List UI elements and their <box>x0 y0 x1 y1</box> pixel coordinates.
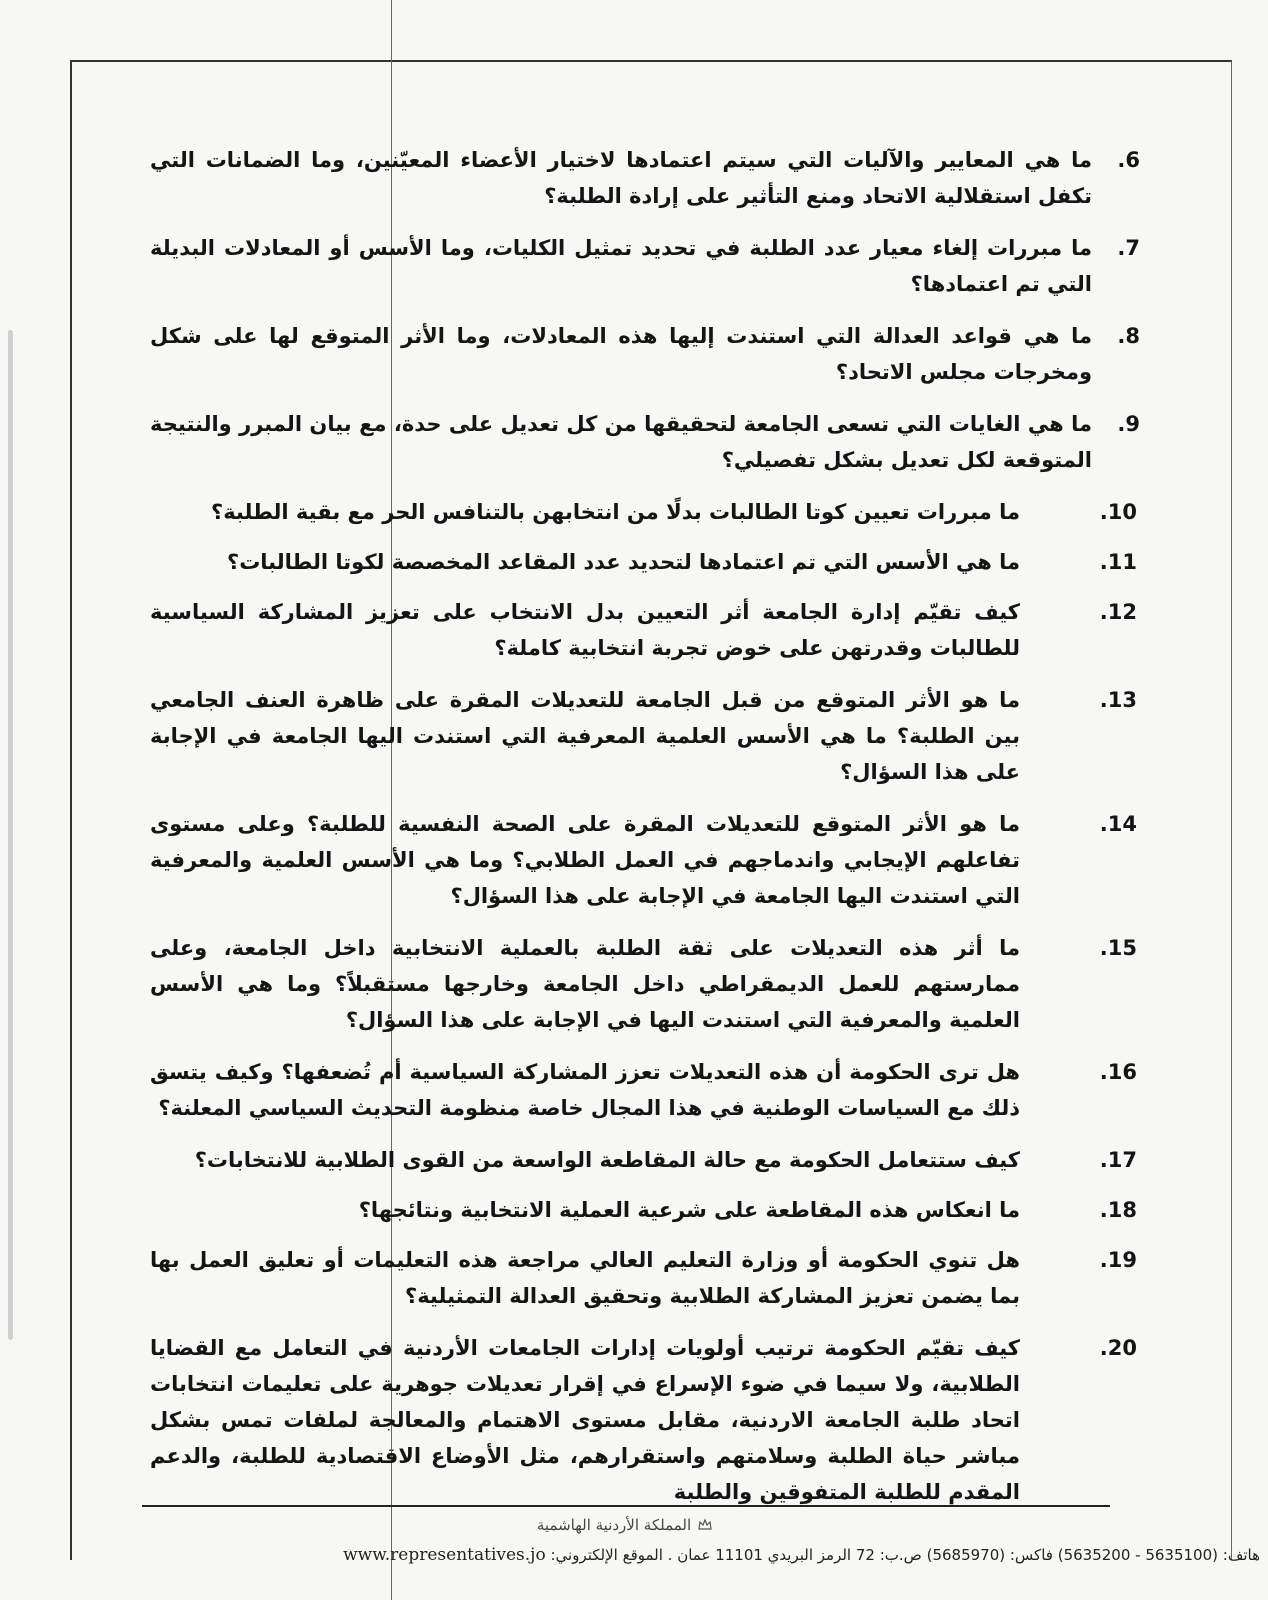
question-text: كيف تقيّم الحكومة ترتيب أولويات إدارات الجامعات الأردنية في التعامل مع القضايا الطلابية، ولا سيما في ضوء الإسراع في إقرار تعديلات جوهرية على تعليمات انتخابات اتحاد طلبة الجامعة الاردنية، مقابل مستوى الاهتمام والمعالجة لملفات تمس بشكل مباشر حياة الطلبة وسلامتهم واستقرارهم، مثل الأوضاع الاقتصادية للطلبة، والدعم المقدم للطلبة المتفوقين والطلبة <box>150 1336 1020 1504</box>
question-number: .19 <box>1099 1248 1137 1272</box>
question-number: .13 <box>1099 688 1137 712</box>
question-18 <box>150 1192 1137 1228</box>
scroll-indicator[interactable] <box>8 330 13 1340</box>
question-13 <box>150 682 1137 790</box>
question-number: .9 <box>1117 412 1140 436</box>
question-number: .6 <box>1117 148 1140 172</box>
question-number: .7 <box>1117 236 1140 260</box>
question-number: .8 <box>1117 324 1140 348</box>
question-text: كيف ستتعامل الحكومة مع حالة المقاطعة الواسعة من القوى الطلابية للانتخابات؟ <box>194 1148 1020 1172</box>
question-number: .17 <box>1099 1148 1137 1172</box>
contact-details: هاتف: (5635100 - 5635200) فاكس: (5685970) ص.ب: 72 الرمز البريدي 11101 عمان . الموقع الإلكتروني: <box>550 1546 1260 1564</box>
question-text: ما مبررات تعيين كوتا الطالبات بدلًا من انتخابهن بالتنافس الحر مع بقية الطلبة؟ <box>211 500 1020 524</box>
website-link[interactable]: www.representatives.jo <box>343 1545 546 1565</box>
questions-list <box>150 130 1140 1510</box>
question-15 <box>150 930 1137 1038</box>
footer-divider <box>142 1505 1110 1507</box>
question-text: ما هو الأثر المتوقع للتعديلات المقرة على الصحة النفسية للطلبة؟ وعلى مستوى تفاعلهم الإيجابي واندماجهم في العمل الطلابي؟ وما هي الأسس العلمية والمعرفية التي استندت اليها الجامعة في الإجابة على هذا السؤال؟ <box>150 812 1020 908</box>
question-11 <box>150 544 1137 580</box>
question-14 <box>150 806 1137 914</box>
question-number: .20 <box>1099 1336 1137 1360</box>
question-number: .16 <box>1099 1060 1137 1084</box>
question-text: ما هي الأسس التي تم اعتمادها لتحديد عدد المقاعد المخصصة لكوتا الطالبات؟ <box>227 550 1020 574</box>
question-text: هل ترى الحكومة أن هذه التعديلات تعزز المشاركة السياسية أم تُضعفها؟ وكيف يتسق ذلك مع السياسات الوطنية في هذا المجال خاصة منظومة التحديث السياسي المعلنة؟ <box>150 1060 1020 1120</box>
question-7 <box>150 230 1140 302</box>
question-text: ما انعكاس هذه المقاطعة على شرعية العملية الانتخابية ونتائجها؟ <box>358 1198 1020 1222</box>
question-text: ما هي الغايات التي تسعى الجامعة لتحقيقها من كل تعديل على حدة، مع بيان المبرر والنتيجة المتوقعة لكل تعديل بشكل تفصيلي؟ <box>150 412 1092 472</box>
question-text: ما هي قواعد العدالة التي استندت إليها هذه المعادلات، وما الأثر المتوقع لها على شكل ومخرجات مجلس الاتحاد؟ <box>150 324 1092 384</box>
question-text: كيف تقيّم إدارة الجامعة أثر التعيين بدل الانتخاب على تعزيز المشاركة السياسية للطالبات وقدرتهن على خوض تجربة انتخابية كاملة؟ <box>150 600 1020 660</box>
question-10 <box>150 494 1137 530</box>
question-number: .14 <box>1099 812 1137 836</box>
footer-emblem <box>500 1512 750 1538</box>
question-text: ما هو الأثر المتوقع من قبل الجامعة للتعديلات المقرة على ظاهرة العنف الجامعي بين الطلبة؟ ما هي الأسس العلمية المعرفية التي استندت اليها الجامعة في الإجابة على هذا السؤال؟ <box>150 688 1020 784</box>
question-9 <box>150 406 1140 478</box>
question-6 <box>150 142 1140 214</box>
question-8 <box>150 318 1140 390</box>
question-text: هل تنوي الحكومة أو وزارة التعليم العالي مراجعة هذه التعليمات أو تعليق العمل بها بما يضمن تعزيز المشاركة الطلابية وتحقيق العدالة التمثيلية؟ <box>150 1248 1020 1308</box>
question-number: .11 <box>1099 550 1137 574</box>
question-number: .10 <box>1099 500 1137 524</box>
question-number: .15 <box>1099 936 1137 960</box>
question-16 <box>150 1054 1137 1126</box>
question-text: ما هي المعايير والآليات التي سيتم اعتمادها لاختيار الأعضاء المعيّنين، وما الضمانات التي تكفل استقلالية الاتحاد ومنع التأثير على إرادة الطلبة؟ <box>150 148 1092 208</box>
question-20 <box>150 1330 1137 1510</box>
footer-contact <box>120 1545 1260 1565</box>
crown-icon <box>697 1517 713 1533</box>
question-text: ما مبررات إلغاء معيار عدد الطلبة في تحديد تمثيل الكليات، وما الأسس أو المعادلات البديلة التي تم اعتمادها؟ <box>150 236 1092 296</box>
emblem-text: المملكة الأردنية الهاشمية <box>536 1516 692 1534</box>
question-number: .18 <box>1099 1198 1137 1222</box>
question-number: .12 <box>1099 600 1137 624</box>
question-12 <box>150 594 1137 666</box>
question-text: ما أثر هذه التعديلات على ثقة الطلبة بالعملية الانتخابية داخل الجامعة، وعلى ممارستهم للعمل الديمقراطي داخل الجامعة وخارجها مستقبلاً؟ وما هي الأسس العلمية والمعرفية التي استندت اليها في الإجابة على هذا السؤال؟ <box>150 936 1020 1032</box>
question-19 <box>150 1242 1137 1314</box>
question-17 <box>150 1142 1137 1178</box>
